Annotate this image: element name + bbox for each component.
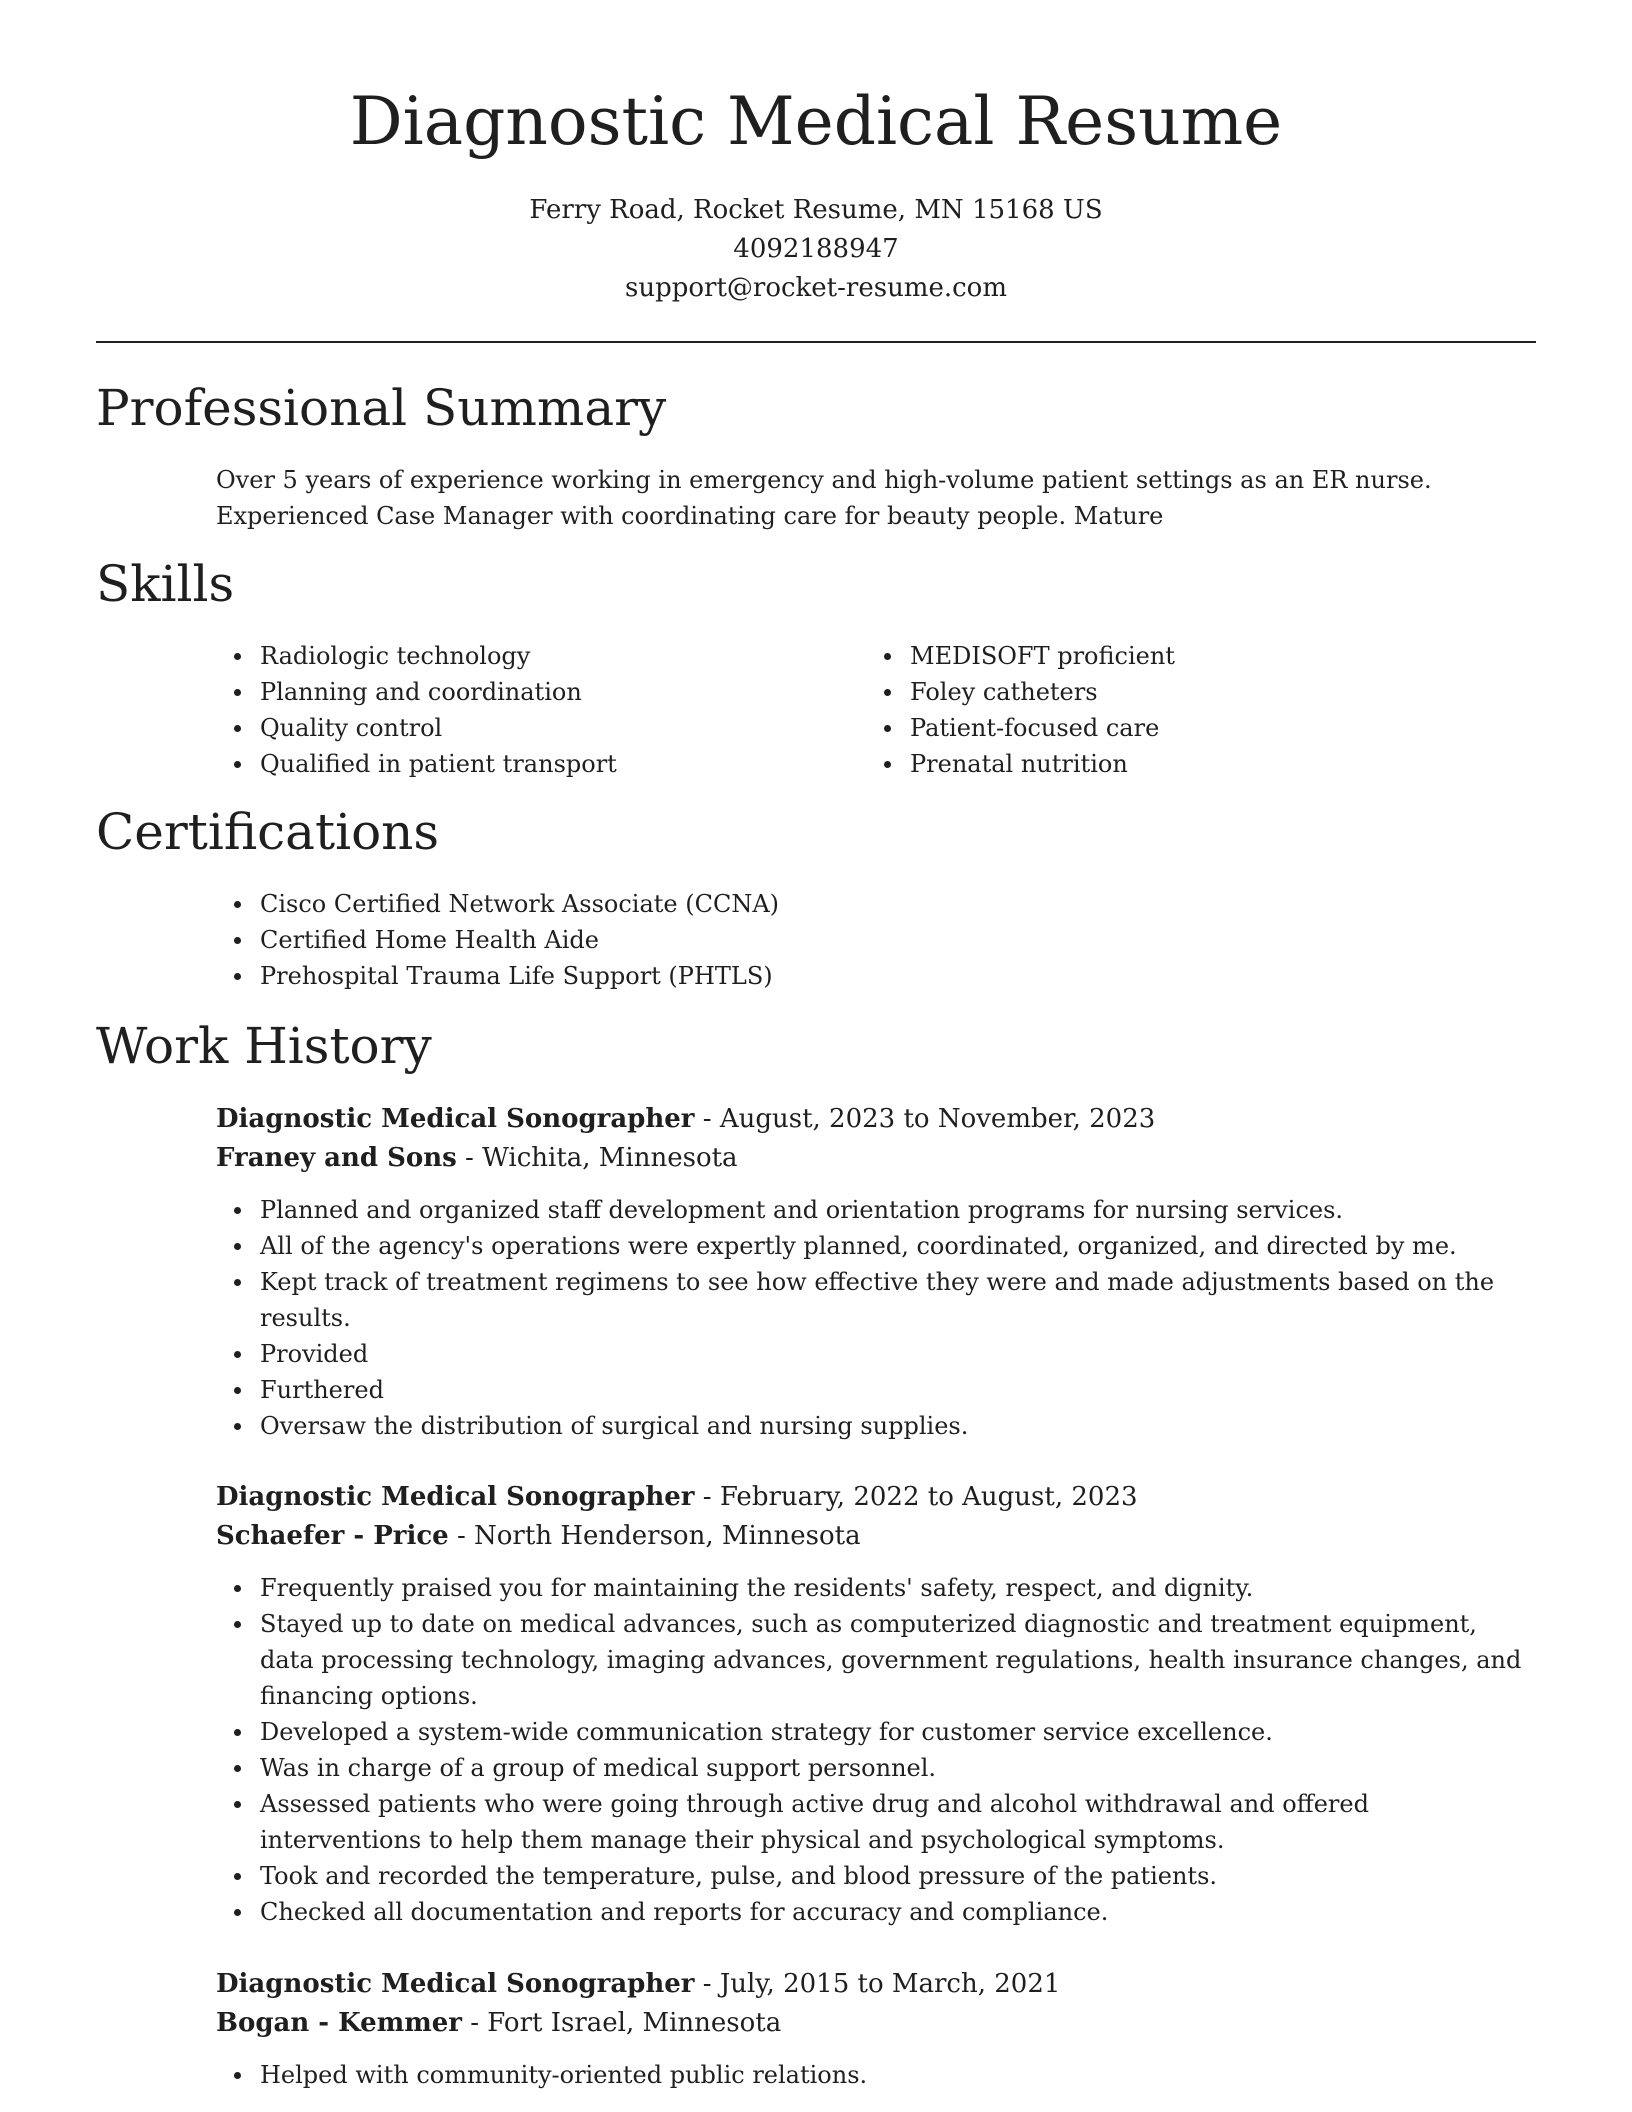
- job-duties: [216, 1570, 1536, 1930]
- skill-item: Prenatal nutrition: [866, 746, 1486, 782]
- job-duty: All of the agency's operations were expertly planned, coordinated, organized, and directed by me.: [216, 1228, 1536, 1264]
- summary-heading: Professional Summary: [96, 379, 667, 437]
- skill-item: Patient-focused care: [866, 710, 1486, 746]
- job-duty: Kept track of treatment regimens to see how effective they were and made adjustments based on the results.: [216, 1264, 1536, 1336]
- job-duty: Planned and organized staff development and orientation programs for nursing services.: [216, 1192, 1536, 1228]
- job-duty: Stayed up to date on medical advances, such as computerized diagnostic and treatment equipment, data processing technology, imaging advances, government regulations, health insurance changes, and financing options.: [216, 1606, 1536, 1714]
- job-location: - Fort Israel, Minnesota: [461, 2008, 782, 2038]
- job-title-line: [216, 1478, 1536, 1517]
- job-company-line: [216, 1139, 1536, 1178]
- job-duty: Oversaw the distribution of surgical and nursing supplies.: [216, 1408, 1536, 1444]
- job-dates: - February, 2022 to August, 2023: [694, 1482, 1138, 1512]
- job-company: Schaefer - Price: [216, 1521, 449, 1551]
- job-duty: Furthered: [216, 1372, 1536, 1408]
- contact-address: Ferry Road, Rocket Resume, MN 15168 US: [529, 195, 1103, 225]
- job-title: Diagnostic Medical Sonographer: [216, 1104, 695, 1134]
- skill-item: Qualified in patient transport: [216, 746, 836, 782]
- job-dates: - August, 2023 to November, 2023: [694, 1104, 1156, 1134]
- skill-item: Foley catheters: [866, 674, 1486, 710]
- job-duties: [216, 2057, 1536, 2093]
- skill-item: Quality control: [216, 710, 836, 746]
- job-company: Bogan - Kemmer: [216, 2008, 462, 2038]
- certifications-list: [216, 886, 1536, 994]
- skill-item: Planning and coordination: [216, 674, 836, 710]
- job-duty: Checked all documentation and reports for accuracy and compliance.: [216, 1894, 1536, 1930]
- job-duty: Helped with community-oriented public relations.: [216, 2057, 1536, 2093]
- job-company-line: [216, 2004, 1536, 2043]
- job-duty: Took and recorded the temperature, pulse, and blood pressure of the patients.: [216, 1858, 1536, 1894]
- job-duty: Developed a system-wide communication strategy for customer service excellence.: [216, 1714, 1536, 1750]
- skills-list-left: [216, 638, 836, 782]
- certification-item: Cisco Certified Network Associate (CCNA): [216, 886, 1536, 922]
- skill-item: Radiologic technology: [216, 638, 836, 674]
- job-title-line: [216, 1965, 1536, 2004]
- job-location: - Wichita, Minnesota: [456, 1143, 738, 1173]
- job-duties: [216, 1192, 1536, 1444]
- job-entry: [216, 1100, 1536, 1444]
- job-duty: Frequently praised you for maintaining the residents' safety, respect, and dignity.: [216, 1570, 1536, 1606]
- contact-email: support@rocket-resume.com: [624, 273, 1007, 303]
- skill-item: MEDISOFT proficient: [866, 638, 1486, 674]
- certifications-heading: Certifications: [96, 803, 440, 861]
- contact-phone: 4092188947: [733, 234, 899, 264]
- job-location: - North Henderson, Minnesota: [448, 1521, 861, 1551]
- skills-list-right: [866, 638, 1486, 782]
- summary-text: Over 5 years of experience working in emergency and high-volume patient settings as an ER nurse. Experienced Case Manager with coordinating care for beauty people. Mature: [216, 466, 1432, 530]
- job-company: Franey and Sons: [216, 1143, 457, 1173]
- job-title: Diagnostic Medical Sonographer: [216, 1482, 695, 1512]
- header-divider: [96, 341, 1536, 343]
- job-duty: Was in charge of a group of medical support personnel.: [216, 1750, 1536, 1786]
- certification-item: Certified Home Health Aide: [216, 922, 1536, 958]
- job-entry: [216, 1478, 1536, 1930]
- work-history-heading: Work History: [96, 1017, 432, 1075]
- skills-heading: Skills: [96, 555, 235, 613]
- job-title-line: [216, 1100, 1536, 1139]
- resume-title: Diagnostic Medical Resume: [349, 83, 1283, 160]
- job-title: Diagnostic Medical Sonographer: [216, 1969, 695, 1999]
- job-duty: Assessed patients who were going through active drug and alcohol withdrawal and offered interventions to help them manage their physical and psychological symptoms.: [216, 1786, 1536, 1858]
- job-duty: Provided: [216, 1336, 1536, 1372]
- certification-item: Prehospital Trauma Life Support (PHTLS): [216, 958, 1536, 994]
- job-company-line: [216, 1517, 1536, 1556]
- contact-block: [0, 191, 1632, 308]
- job-dates: - July, 2015 to March, 2021: [694, 1969, 1061, 1999]
- job-entry: [216, 1965, 1536, 2093]
